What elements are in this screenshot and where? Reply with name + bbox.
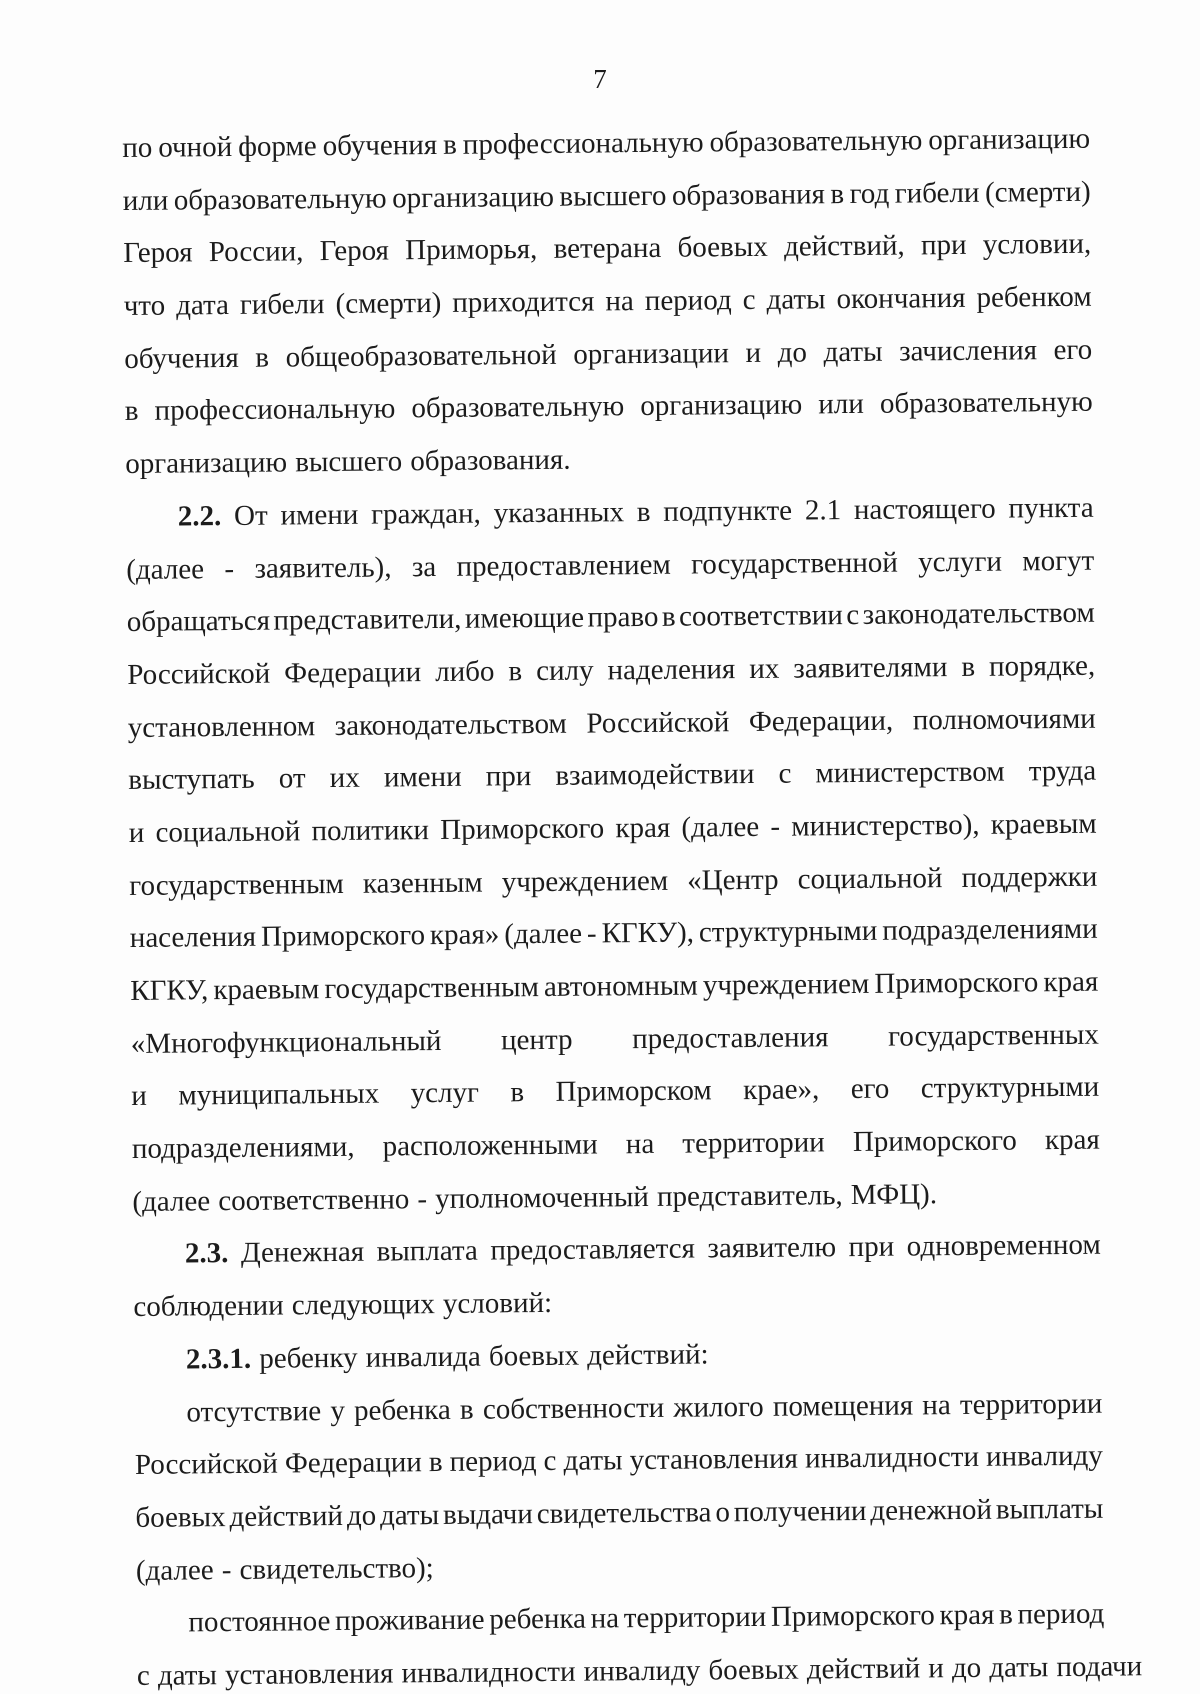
word: на — [590, 1602, 620, 1635]
word: (далее — [681, 810, 760, 844]
word: «Многофункциональный — [130, 1024, 442, 1060]
word: инвалиду — [583, 1654, 701, 1688]
text-line — [124, 271, 1092, 333]
word: отсутствие — [186, 1394, 322, 1428]
word: инвалиду — [985, 1439, 1103, 1473]
word: выступать — [128, 763, 255, 797]
word: организацию — [125, 446, 288, 481]
text-line — [132, 1166, 1100, 1228]
word: Федерации — [284, 656, 422, 690]
text-line — [128, 745, 1096, 807]
word: услуги — [918, 545, 1003, 578]
word: организацию — [928, 122, 1091, 157]
word: заявителями — [793, 650, 948, 685]
word: образования — [671, 177, 826, 212]
word: государственных — [887, 1018, 1099, 1053]
paragraph-p3 — [133, 1219, 1102, 1334]
word: и — [131, 1080, 148, 1113]
word: в — [961, 650, 976, 683]
word: подпункте — [663, 494, 793, 528]
word: территории — [682, 1126, 825, 1160]
word: о — [715, 1496, 731, 1529]
word: наделения — [607, 653, 736, 687]
word: населения — [129, 921, 257, 955]
word: законодательством — [334, 707, 567, 742]
word: боевых — [677, 231, 768, 265]
word: в — [428, 1446, 443, 1479]
text-line — [125, 429, 1093, 491]
word: с — [742, 283, 756, 317]
word: действий — [229, 1499, 344, 1533]
text-line — [136, 1535, 1104, 1597]
word: силу — [535, 654, 594, 687]
word: даты — [563, 1444, 623, 1478]
word: постоянное — [188, 1605, 331, 1639]
text-line — [122, 113, 1090, 175]
word: образования. — [410, 443, 571, 478]
word: указанных — [493, 496, 625, 530]
word: соответствии — [678, 599, 844, 633]
word: высшего — [295, 445, 403, 479]
clause-number: 2.3. — [184, 1237, 229, 1270]
word: в — [510, 1076, 525, 1109]
word: уполномоченный — [435, 1180, 650, 1215]
word: свидетельство); — [239, 1551, 434, 1586]
text-line — [130, 956, 1098, 1018]
text-line — [126, 534, 1094, 596]
word: Российской — [586, 705, 730, 740]
text-line — [123, 218, 1091, 280]
word: государственным — [324, 971, 540, 1006]
word: представители, — [273, 602, 462, 637]
word: государственной — [690, 546, 898, 581]
word: центр — [500, 1023, 573, 1057]
text-line — [135, 1430, 1103, 1492]
word: «Центр — [687, 863, 779, 897]
word: политики — [311, 814, 430, 848]
word: заявителю — [707, 1231, 837, 1265]
word: территории — [623, 1601, 767, 1635]
word: действий — [806, 1652, 921, 1686]
word: в — [124, 395, 139, 428]
word: предоставлением — [456, 548, 671, 583]
word: КГКУ), — [601, 916, 695, 950]
text-line — [135, 1483, 1103, 1545]
word: От — [233, 499, 268, 532]
word: и — [928, 1652, 944, 1685]
word: выдачи — [442, 1497, 533, 1531]
word: соблюдении — [133, 1289, 284, 1324]
word: Российской — [134, 1447, 278, 1482]
text-line — [127, 587, 1095, 649]
word: боевых — [488, 1339, 580, 1373]
word: в — [830, 177, 845, 210]
word: действий: — [586, 1338, 709, 1372]
text-line — [132, 1114, 1100, 1176]
word: его — [850, 1073, 890, 1106]
word: структурными — [920, 1071, 1100, 1105]
word: - — [586, 917, 597, 950]
text-line — [136, 1588, 1104, 1650]
word: даты — [823, 335, 883, 369]
word: Приморья, — [405, 233, 538, 267]
word: обращаться — [126, 604, 271, 639]
word: Денежная — [240, 1236, 365, 1270]
word: обучения — [124, 341, 239, 375]
word: порядке, — [988, 649, 1096, 683]
word: крае», — [743, 1073, 820, 1107]
text-line — [131, 1061, 1099, 1123]
text-line — [134, 1324, 1102, 1386]
word: учреждением — [501, 864, 669, 899]
word: общеобразовательной — [285, 338, 557, 374]
word: социальной — [797, 861, 943, 896]
word: пункта — [1008, 491, 1094, 525]
word: до — [951, 1651, 982, 1685]
word: ребенка — [489, 1602, 587, 1636]
word: окончания — [836, 281, 966, 316]
word: в — [508, 655, 523, 688]
word: выплаты — [995, 1492, 1104, 1526]
word: краевым — [990, 807, 1097, 841]
word: имени — [383, 761, 462, 794]
word: государственным — [129, 867, 344, 902]
word: имеющие — [464, 601, 585, 635]
word: боевых — [135, 1500, 226, 1534]
word: гибели — [894, 176, 980, 210]
word: в — [443, 128, 458, 161]
word: инвалида — [365, 1340, 481, 1374]
word: организацию — [391, 180, 555, 215]
word: и — [128, 816, 145, 849]
word: профессиональную — [462, 126, 704, 161]
word: с — [846, 599, 860, 632]
word: период — [449, 1445, 537, 1479]
word: боевых — [708, 1653, 799, 1687]
word: соответственно — [218, 1183, 410, 1217]
page-number: 7 — [593, 64, 607, 94]
word: даты — [989, 1651, 1049, 1684]
text-line — [125, 376, 1093, 438]
word: или — [122, 184, 169, 217]
word: КГКУ, — [130, 974, 209, 1007]
word: на — [625, 1128, 655, 1161]
text-line — [136, 1641, 1143, 1694]
word: предоставляется — [490, 1232, 696, 1267]
word: Приморского — [260, 919, 426, 954]
text-line — [123, 165, 1091, 227]
word: края — [1043, 965, 1099, 999]
clause-number: 2.2. — [177, 499, 222, 533]
word: получении — [733, 1494, 867, 1529]
word: при — [848, 1231, 895, 1264]
document-body — [122, 113, 1143, 1694]
word: - — [770, 810, 781, 843]
word: (далее — [135, 1553, 214, 1587]
word: собственности — [482, 1391, 665, 1426]
word: полномочиями — [912, 702, 1096, 736]
word: казенным — [362, 866, 483, 900]
word: края — [939, 1598, 995, 1632]
word: (смерти) — [984, 175, 1091, 209]
word: их — [329, 761, 360, 795]
word: Героя — [319, 234, 390, 268]
word: заявитель), — [254, 550, 392, 585]
word: в — [636, 495, 651, 528]
word: на — [922, 1388, 951, 1421]
word: зачисления — [898, 333, 1038, 368]
word: структурными — [698, 915, 878, 949]
word: его — [1053, 333, 1093, 366]
word: дата — [176, 289, 230, 322]
word: муниципальных — [178, 1077, 380, 1112]
word: ветерана — [553, 232, 662, 266]
text-line — [131, 1008, 1099, 1070]
word: имени — [280, 498, 359, 532]
word: период — [1017, 1597, 1105, 1631]
word: труда — [1028, 754, 1097, 788]
word: условий: — [442, 1287, 553, 1321]
paragraph-p4 — [134, 1324, 1102, 1386]
word: в — [998, 1598, 1013, 1631]
word: подразделениями — [882, 912, 1098, 948]
word: у — [330, 1394, 346, 1427]
word: подачи — [1056, 1650, 1143, 1684]
word: Приморского — [770, 1599, 936, 1634]
word: ребенком — [976, 280, 1092, 314]
word: следующих — [291, 1288, 436, 1322]
word: с — [778, 757, 792, 790]
word: от — [278, 762, 306, 795]
word: инвалидности — [401, 1655, 576, 1690]
paragraph-p6 — [136, 1588, 1143, 1694]
word: края — [1044, 1123, 1100, 1157]
word: денежной — [870, 1493, 993, 1527]
word: настоящего — [853, 492, 996, 526]
word: края — [615, 811, 671, 845]
word: - — [224, 552, 235, 585]
word: МФЦ). — [850, 1177, 938, 1211]
word: до — [777, 336, 808, 369]
text-line — [128, 692, 1096, 754]
word: Героя — [123, 236, 193, 270]
word: взаимодействии — [555, 758, 755, 793]
word: автономным — [543, 969, 698, 1003]
word: их — [749, 652, 780, 685]
word: представитель, — [656, 1178, 843, 1213]
text-line — [129, 798, 1097, 860]
word: с — [136, 1659, 150, 1692]
word: профессиональную — [154, 392, 396, 428]
text-line — [133, 1272, 1101, 1334]
word: Приморского — [874, 966, 1039, 1000]
word: - — [221, 1553, 232, 1586]
word: министерство), — [791, 808, 980, 843]
word: очной — [158, 130, 233, 164]
word: министерством — [815, 755, 1005, 790]
word: при — [485, 760, 532, 793]
word: образовательную — [709, 124, 923, 159]
word: за — [411, 550, 437, 583]
word: до — [346, 1499, 377, 1532]
word: России, — [208, 235, 304, 269]
word: услуг — [410, 1076, 480, 1110]
word: (далее — [126, 552, 205, 586]
word: даты — [766, 283, 826, 316]
word: и — [745, 336, 762, 369]
text-line — [129, 850, 1097, 912]
word: (далее — [132, 1184, 211, 1218]
word: установленном — [127, 709, 316, 744]
word: что — [123, 289, 166, 323]
clause-number: 2.3.1. — [185, 1342, 252, 1376]
word: год — [849, 177, 890, 210]
word: организации — [573, 336, 730, 371]
word: краевым — [213, 973, 320, 1007]
text-line — [134, 1377, 1102, 1439]
paragraph-p2 — [126, 482, 1101, 1229]
word: поддержки — [961, 860, 1098, 894]
word: территории — [959, 1387, 1103, 1421]
word: ребенку — [259, 1341, 358, 1375]
word: предоставления — [632, 1020, 829, 1055]
word: по — [122, 131, 153, 164]
word: либо — [435, 655, 495, 688]
text-line — [133, 1219, 1101, 1281]
word: социальной — [155, 815, 301, 849]
word: даты — [379, 1498, 440, 1532]
word: действий, — [783, 229, 905, 264]
word: Федерации, — [748, 704, 894, 738]
word: учреждением — [702, 967, 870, 1002]
word: форме — [237, 130, 317, 163]
word: законодательством — [862, 596, 1095, 632]
word: в — [255, 341, 270, 374]
word: или — [818, 388, 864, 421]
word: в — [661, 600, 676, 634]
word: подразделениями, — [131, 1130, 355, 1166]
word: Федерации — [284, 1446, 422, 1480]
word: Приморском — [555, 1074, 712, 1109]
word: даты — [157, 1659, 218, 1692]
word: в — [459, 1393, 474, 1426]
text-line — [130, 903, 1098, 965]
word: граждан, — [370, 497, 481, 531]
word: - — [417, 1182, 428, 1215]
word: с — [543, 1445, 557, 1478]
word: (смерти) — [335, 287, 442, 321]
word: ребенка — [353, 1393, 451, 1427]
word: обучения — [322, 128, 438, 163]
word: инвалидности — [804, 1441, 980, 1475]
word: образовательную — [411, 390, 625, 425]
paragraph-p5 — [134, 1377, 1104, 1597]
word: 2.1 — [804, 493, 842, 527]
word: высшего — [559, 179, 667, 213]
paragraph-p1 — [122, 113, 1093, 491]
word: образовательную — [173, 182, 387, 217]
word: приходится — [452, 285, 595, 319]
word: установления — [629, 1442, 799, 1477]
word: (далее — [504, 917, 583, 951]
word: условии, — [982, 228, 1092, 262]
word: жилого — [673, 1390, 764, 1424]
word: проживание — [334, 1603, 485, 1638]
word: края» — [429, 918, 500, 952]
word: помещения — [772, 1388, 914, 1423]
word: гибели — [239, 288, 325, 321]
word: выплата — [376, 1235, 479, 1269]
word: расположенными — [382, 1128, 598, 1163]
word: при — [920, 229, 967, 262]
word: право — [587, 601, 659, 634]
word: установления — [224, 1657, 394, 1692]
word: Приморского — [852, 1124, 1017, 1159]
word: свидетельства — [536, 1496, 712, 1530]
word: могут — [1022, 544, 1095, 577]
word: Российской — [127, 657, 271, 691]
word: организацию — [640, 388, 803, 423]
text-line — [126, 482, 1094, 544]
word: период — [644, 284, 732, 318]
word: Приморского — [440, 812, 605, 846]
text-line — [124, 323, 1092, 385]
word: одновременном — [906, 1229, 1101, 1263]
word: на — [605, 285, 634, 318]
word: образовательную — [879, 386, 1093, 421]
text-line — [127, 640, 1095, 702]
